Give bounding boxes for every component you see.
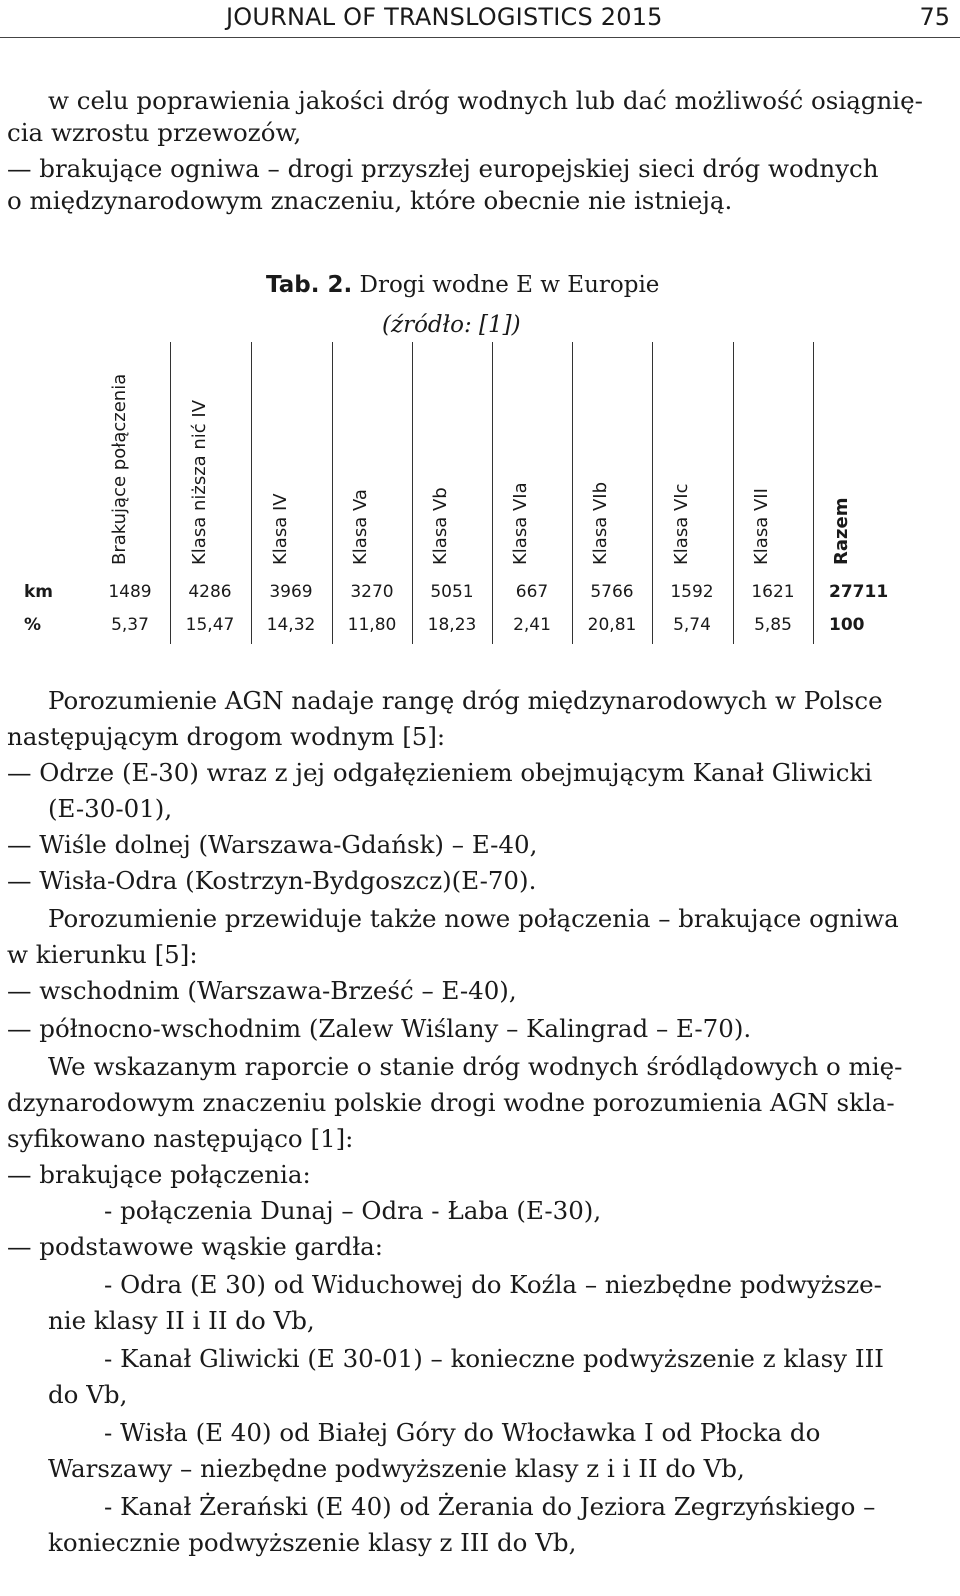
column-header: Klasa VIa (510, 482, 531, 565)
column-header: Klasa Vb (430, 487, 451, 565)
body-line: koniecznie podwyższenie klasy z III do Vb, (48, 1528, 577, 1557)
body-line: — brakujące połączenia: (7, 1160, 311, 1189)
table-cell: 3969 (269, 582, 313, 602)
body-line: - Wisła (E 40) od Białej Góry do Włocławka I od Płocka do (104, 1418, 821, 1447)
table-cell: 11,80 (347, 615, 397, 635)
body-line: - połączenia Dunaj – Odra - Łaba (E-30), (104, 1196, 602, 1225)
body-line: — podstawowe wąskie gardła: (7, 1232, 384, 1261)
table-cell: 5,85 (754, 615, 792, 635)
table-cell: 5766 (590, 582, 634, 602)
column-header: Klasa Va (350, 489, 371, 565)
body-line: Porozumienie AGN nadaje rangę dróg międzynarodowych w Polsce (48, 686, 883, 715)
table-cell: 4286 (188, 582, 232, 602)
table-cell: 5,37 (111, 615, 149, 635)
intro-line: w celu poprawienia jakości dróg wodnych lub dać możliwość osiągnię- (48, 86, 923, 115)
table-cell: 5051 (430, 582, 474, 602)
body-line: We wskazanym raporcie o stanie dróg wodnych śródlądowych o mię- (48, 1052, 903, 1081)
running-header (0, 0, 960, 38)
body-line: - Kanał Gliwicki (E 30-01) – konieczne podwyższenie z klasy III (104, 1344, 884, 1373)
table-cell: 18,23 (427, 615, 477, 635)
column-header: Klasa VIc (671, 483, 692, 565)
body-line: (E-30-01), (48, 794, 173, 823)
body-line: - Kanał Żerański (E 40) od Żerania do Jeziora Zegrzyńskiego – (104, 1492, 876, 1521)
column-header: Klasa VII (751, 488, 772, 565)
body-line: — wschodnim (Warszawa-Brześć – E-40), (7, 976, 517, 1005)
table-caption (266, 272, 659, 298)
table-cell: 15,47 (185, 615, 235, 635)
body-line: — Wiśle dolnej (Warszawa-Gdańsk) – E-40, (7, 830, 538, 859)
table-cell: 1489 (108, 582, 152, 602)
table-cell: 667 (515, 582, 549, 602)
table-caption-label: Tab. 2. (266, 272, 353, 298)
journal-title: JOURNAL OF TRANSLOGISTICS 2015 (226, 3, 663, 31)
table-cell-total: 100 (829, 615, 865, 635)
table-rule (813, 342, 814, 644)
table-cell: 3270 (350, 582, 394, 602)
body-line: w kierunku [5]: (7, 940, 198, 969)
body-line: Porozumienie przewiduje także nowe połączenia – brakujące ogniwa (48, 904, 899, 933)
table-cell: 2,41 (513, 615, 551, 635)
body-line: — Odrze (E-30) wraz z jej odgałęzieniem obejmującym Kanał Gliwicki (7, 758, 873, 787)
table-caption-source: (źródło: [1]) (382, 312, 521, 338)
column-header: Klasa VIb (590, 481, 611, 565)
column-header-total: Razem (831, 497, 852, 565)
body-line: Warszawy – niezbędne podwyższenie klasy z i i II do Vb, (48, 1454, 745, 1483)
body-line: - Odra (E 30) od Widuchowej do Koźla – niezbędne podwyższe- (104, 1270, 882, 1299)
body-line: nie klasy II i II do Vb, (48, 1306, 315, 1335)
table-cell: 5,74 (673, 615, 711, 635)
table-cell-total: 27711 (829, 582, 889, 602)
intro-line: cia wzrostu przewozów, (7, 118, 302, 147)
column-header: Klasa IV (270, 493, 291, 565)
body-line: do Vb, (48, 1380, 128, 1409)
intro-line: — brakujące ogniwa – drogi przyszłej europejskiej sieci dróg wodnych (7, 154, 879, 183)
table-cell: 14,32 (266, 615, 316, 635)
body-line: — Wisła-Odra (Kostrzyn-Bydgoszcz)(E-70). (7, 866, 537, 895)
table-cell: 1592 (670, 582, 714, 602)
row-label-percent: % (24, 615, 42, 635)
column-header: Klasa niższa nić IV (189, 399, 210, 565)
table-cell: 20,81 (587, 615, 637, 635)
row-label-km: km (24, 582, 54, 602)
table-cell: 1621 (751, 582, 795, 602)
body-line: następującym drogom wodnym [5]: (7, 722, 446, 751)
page-number: 75 (919, 3, 950, 31)
body-line: dzynarodowym znaczeniu polskie drogi wodne porozumienia AGN skla- (7, 1088, 895, 1117)
body-line: syfikowano następująco [1]: (7, 1124, 354, 1153)
intro-line: o międzynarodowym znaczeniu, które obecnie nie istnieją. (7, 186, 733, 215)
body-line: — północno-wschodnim (Zalew Wiślany – Kalingrad – E-70). (7, 1014, 752, 1043)
table-caption-text: Drogi wodne E w Europie (359, 272, 660, 298)
column-header: Brakujące połączenia (109, 373, 130, 565)
